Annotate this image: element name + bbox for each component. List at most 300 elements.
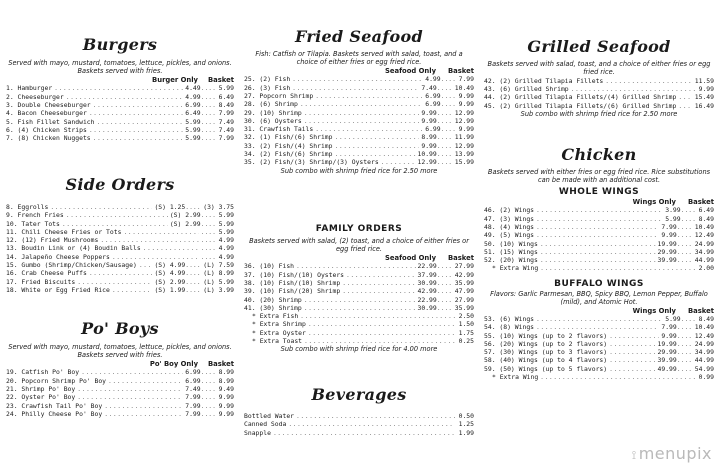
- menu-item: [244, 109, 474, 117]
- buffalo-wings-list: [484, 315, 714, 373]
- menu-item: [484, 240, 714, 248]
- menu-item: [6, 236, 234, 244]
- leader-dots: [300, 100, 423, 108]
- menu-item-name: 4. Bacon Cheeseburger: [6, 109, 87, 118]
- leader-dots: [112, 253, 199, 261]
- whole-wings-title: WHOLE WINGS: [558, 186, 640, 197]
- menu-item-name: 44. (2) Grilled Tilapia Fillets/(4) Grilled Shrimp: [484, 93, 677, 102]
- menu-item-price-only: 5.99: [185, 125, 201, 134]
- menu-item-price-basket: 7.99: [218, 134, 234, 143]
- menu-item: [6, 134, 234, 142]
- col-header-only: Wings Only: [632, 306, 676, 315]
- leader-dots: [437, 133, 453, 141]
- leader-dots: [609, 340, 655, 348]
- menu-item-price-only: (S) 1.25: [154, 203, 186, 211]
- menu-item: [244, 279, 474, 287]
- menu-item-name: 54. (8) Wings: [484, 323, 535, 332]
- menu-item-price-basket: 54.99: [694, 364, 714, 373]
- leader-dots: [97, 118, 184, 126]
- leader-dots: [292, 84, 419, 92]
- menu-item-name: 40. (20) Shrimp: [244, 295, 302, 304]
- menu-item: [244, 125, 474, 133]
- menu-item-name: 21. Shrimp Po' Boy: [6, 384, 76, 393]
- menu-item-price-basket: 8.49: [698, 315, 714, 323]
- leader-dots: [104, 402, 183, 410]
- grilled-seafood-section: [484, 38, 714, 118]
- menu-item-price-basket: (L) 5.99: [203, 277, 234, 286]
- menu-item: [244, 304, 474, 312]
- menu-item-price-only: (S) 2.99: [169, 211, 201, 220]
- menu-item: [6, 220, 234, 228]
- fried-seafood-list: [244, 75, 474, 166]
- menu-item: [484, 206, 714, 214]
- menu-item-price-basket: 5.99: [218, 227, 234, 236]
- poboys-description: Served with mayo, mustard, tomatoes, lettuce, pickles, and onions. Baskets served with fries.: [8, 343, 232, 360]
- menu-item: [244, 150, 474, 158]
- sides-list: [6, 203, 234, 294]
- leader-dots: [441, 75, 457, 83]
- leader-dots: [304, 109, 420, 117]
- leader-dots: [77, 393, 183, 401]
- menu-item-price-basket: 27.99: [454, 262, 474, 271]
- family-orders-section: [244, 224, 474, 354]
- chicken-section: [484, 146, 714, 381]
- menu-item-name: * Extra Shrimp: [252, 320, 306, 329]
- leader-dots: [677, 332, 693, 340]
- menu-item-price: 1.99: [458, 428, 474, 437]
- fried-seafood-note: Sub combo with shrimp fried rice for 2.50 more: [280, 166, 438, 175]
- col-header-basket: Basket: [687, 197, 714, 206]
- leader-dots: [304, 117, 420, 125]
- menu-item-price-basket: 8.99: [218, 368, 234, 377]
- leader-dots: [93, 134, 184, 142]
- menu-item: [6, 211, 234, 219]
- menu-item-price-only: 5.99: [185, 117, 201, 126]
- grilled-seafood-title: Grilled Seafood: [527, 37, 671, 56]
- menu-item-price-only: 7.99: [661, 222, 677, 231]
- menu-item-name: 45. (2) Grilled Tilapia Fillets/(6) Grilled Shrimp: [484, 101, 677, 110]
- menu-item-price-basket: 12.49: [694, 231, 714, 240]
- menu-item-price-only: 3.99: [665, 206, 681, 215]
- menu-item: [6, 203, 234, 211]
- leader-dots: [89, 269, 153, 277]
- menu-item-name: 5. Fish Fillet Sandwich: [6, 117, 95, 126]
- leader-dots: [335, 133, 420, 141]
- menu-item-name: 46. (2) Wings: [484, 206, 535, 215]
- menu-item-price: 9.99: [698, 85, 714, 94]
- fried-seafood-column-headers: [244, 67, 474, 76]
- menu-item-price: 11.59: [694, 76, 714, 85]
- menu-item-name: 53. (6) Wings: [484, 315, 535, 323]
- menupix-logo-icon: ⟟: [631, 448, 637, 462]
- leader-dots: [441, 92, 457, 100]
- menu-item-price-only: 6.99: [425, 91, 441, 100]
- menu-item-name: 35. (2) Fish/(3) Shrimp/(3) Oysters: [244, 158, 379, 167]
- menu-item-price-basket: 10.49: [694, 222, 714, 231]
- leader-dots: [536, 206, 663, 214]
- leader-dots: [304, 304, 416, 312]
- menu-item-price-basket: 12.99: [454, 116, 474, 125]
- menu-item-price-only: 4.99: [425, 75, 441, 84]
- menu-item-price-basket: 12.99: [454, 108, 474, 117]
- menu-item-name: 33. (2) Fish/(4) Shrimp: [244, 141, 333, 150]
- menu-item-name: 51. (15) Wings: [484, 247, 538, 256]
- menu-item: [6, 278, 234, 286]
- menu-item: [484, 231, 714, 239]
- menu-item: [6, 84, 234, 92]
- leader-dots: [201, 377, 217, 385]
- menu-item: [484, 85, 714, 93]
- menu-item-price-basket: 7.49: [218, 117, 234, 126]
- menu-item-name: 15. Gumbo (Shrimp/Chicken/Sausage): [6, 261, 137, 270]
- whole-wings-list: [484, 206, 714, 264]
- menu-item-price-basket: 9.49: [218, 384, 234, 393]
- menu-item-price-basket: 44.99: [694, 356, 714, 365]
- menu-item-price-basket: 34.99: [694, 247, 714, 256]
- menu-item-name: 17. Fried Biscuits: [6, 277, 76, 286]
- fried-seafood-section: [244, 28, 474, 175]
- beverages-title: Beverages: [311, 385, 407, 404]
- menu-item-price-only: 7.99: [185, 393, 201, 402]
- leader-dots: [536, 231, 659, 239]
- leader-dots: [54, 84, 183, 92]
- menu-item-name: 3. Double Cheeseburger: [6, 100, 91, 109]
- menu-item: [244, 100, 474, 108]
- leader-dots: [201, 211, 217, 219]
- menu-item: [484, 323, 714, 331]
- leader-dots: [437, 279, 453, 287]
- menupix-watermark: ⟟ menupix: [631, 444, 712, 463]
- leader-dots: [677, 223, 693, 231]
- menu-item-name: 11. Chili Cheese Fries or Tots: [6, 227, 122, 236]
- menu-item-price-basket: 10.49: [454, 83, 474, 92]
- leader-dots: [201, 126, 217, 134]
- menu-item-price-only: 19.99: [657, 239, 677, 248]
- leader-dots: [536, 223, 659, 231]
- leader-dots: [342, 287, 415, 295]
- menu-item-price-basket: 12.99: [454, 141, 474, 150]
- leader-dots: [123, 228, 198, 236]
- menu-item-price-only: (S) 4.99: [154, 261, 186, 270]
- menu-item-price-basket: 35.99: [454, 303, 474, 312]
- leader-dots: [292, 75, 423, 83]
- menu-item-price-basket: 27.99: [454, 295, 474, 304]
- leader-dots: [677, 248, 693, 256]
- family-list: [244, 262, 474, 312]
- leader-dots: [201, 253, 217, 261]
- menu-item: [6, 253, 234, 261]
- menu-item-price-only: 6.99: [185, 368, 201, 377]
- menu-item: [6, 228, 234, 236]
- menu-item-name: Canned Soda: [244, 420, 287, 429]
- chicken-description: Baskets served with either fries or egg fried rice. Rice substitutions can be made with an additional cost.: [487, 168, 711, 185]
- menu-item-price-only: 6.49: [185, 109, 201, 118]
- col-header-basket: Basket: [447, 253, 474, 262]
- menu-item-price-only: 39.99: [657, 356, 677, 365]
- menu-item: [6, 93, 234, 101]
- burgers-description: Served with mayo, mustard, tomatoes, lettuce, pickles, and onions. Baskets served with fries.: [8, 59, 232, 76]
- menu-item-price-basket: 11.99: [454, 133, 474, 142]
- menu-item: [6, 377, 234, 385]
- menu-item-price-only: 7.49: [421, 83, 437, 92]
- menu-item-price-only: 6.99: [185, 376, 201, 385]
- menu-item-name: 23. Crawfish Tail Po' Boy: [6, 401, 103, 410]
- menu-item-price-basket: 8.49: [698, 214, 714, 223]
- menu-item-price: 0.25: [458, 336, 474, 345]
- menu-item: [6, 385, 234, 393]
- menu-item-price-basket: 7.99: [458, 75, 474, 84]
- menu-item-price-basket: 8.49: [218, 100, 234, 109]
- menu-item: [244, 158, 474, 166]
- leader-dots: [315, 92, 423, 100]
- menu-item-price-basket: 9.99: [218, 401, 234, 410]
- leader-dots: [50, 203, 152, 211]
- leader-dots: [437, 158, 453, 166]
- leader-dots: [677, 256, 693, 264]
- family-extras-list: [244, 312, 474, 345]
- menu-item-price-basket: 4.99: [218, 252, 234, 261]
- menu-item-name: * Extra Oyster: [252, 328, 306, 337]
- menu-item-price: 2.50: [458, 312, 474, 321]
- menu-item-name: 29. (10) Shrimp: [244, 108, 302, 117]
- menu-item: [244, 420, 474, 428]
- menu-item-name: 37. (10) Fish/(10) Oysters: [244, 270, 345, 279]
- menu-item-name: 55. (10) Wings (up to 2 flavors): [484, 331, 608, 340]
- menu-item-name: 56. (20) Wings (up to 2 flavors): [484, 339, 608, 348]
- menu-item: [6, 118, 234, 126]
- menu-item-price-basket: 24.99: [694, 339, 714, 348]
- menu-item-price-basket: 7.99: [218, 109, 234, 118]
- menu-item: [484, 248, 714, 256]
- menu-item: [244, 329, 474, 337]
- buffalo-wings-column-headers: [484, 307, 714, 316]
- leader-dots: [609, 332, 659, 340]
- menu-item: [6, 269, 234, 277]
- menu-item-price: 15.49: [694, 93, 714, 102]
- menu-item-price-only: 30.99: [417, 303, 437, 312]
- poboys-column-headers: [6, 360, 234, 369]
- leader-dots: [536, 323, 659, 331]
- col-header-only: Burger Only: [152, 75, 198, 84]
- menu-item-name: * Extra Fish: [252, 312, 299, 321]
- leader-dots: [104, 410, 183, 418]
- leader-dots: [677, 323, 693, 331]
- menu-item-price-basket: 7.49: [218, 125, 234, 134]
- leader-dots: [201, 84, 217, 92]
- menu-item: [244, 92, 474, 100]
- menu-item-price-only: 39.99: [657, 256, 677, 265]
- menu-item-price-only: 4.49: [185, 84, 201, 93]
- menu-item-price-basket: 9.99: [458, 91, 474, 100]
- leader-dots: [441, 125, 457, 133]
- menu-item-price-basket: (3) 3.75: [203, 203, 234, 211]
- menu-item: [6, 126, 234, 134]
- leader-dots: [677, 240, 693, 248]
- menu-item-price-only: 9.99: [421, 108, 437, 117]
- menu-item-price-only: 4.99: [185, 92, 201, 101]
- menu-item-name: 6. (4) Chicken Strips: [6, 125, 87, 134]
- leader-dots: [201, 236, 217, 244]
- menu-item-price-only: 42.99: [417, 287, 437, 296]
- menu-item-price-only: 6.99: [185, 100, 201, 109]
- menu-item-name: 49. (5) Wings: [484, 231, 535, 240]
- menu-item-name: 31. Crawfish Tails: [244, 125, 314, 134]
- menu-item-name: 47. (3) Wings: [484, 214, 535, 223]
- menu-item-price-only: 6.99: [425, 100, 441, 109]
- leader-dots: [201, 101, 217, 109]
- menu-item-price-basket: 9.99: [458, 125, 474, 134]
- col-header-basket: Basket: [447, 66, 474, 75]
- menu-item-name: 34. (2) Fish/(6) Shrimp: [244, 149, 333, 158]
- menu-item: [6, 261, 234, 269]
- menu-item-price-only: 5.99: [665, 315, 681, 323]
- menu-item: [484, 332, 714, 340]
- menu-item-name: 16. Crab Cheese Puffs: [6, 269, 87, 278]
- beverages-section: [244, 386, 474, 437]
- menu-item: [244, 142, 474, 150]
- poboys-section: [6, 320, 234, 418]
- leader-dots: [89, 126, 183, 134]
- col-header-basket: Basket: [207, 359, 234, 368]
- leader-dots: [185, 203, 201, 211]
- menu-item: [244, 296, 474, 304]
- fried-seafood-description: Fish: Catfish or Tilapia. Baskets served with salad, toast, and a choice of either fries or egg fried rice.: [255, 50, 463, 67]
- buffalo-wings-description: Flavors: Garlic Parmesan, BBQ, Spicy BBQ, Lemon Pepper, Buffalo (mild), and Atomic Hot.: [490, 289, 708, 307]
- menu-item-name: 58. (40) Wings (up to 4 flavors): [484, 356, 608, 365]
- menu-item: [484, 348, 714, 356]
- menu-item-price-only: (S) 2.99: [154, 277, 186, 286]
- col-header-only: Seafood Only: [385, 253, 436, 262]
- grilled-seafood-description: Baskets served with salad, toast, and a choice of either fries or egg fried rice.: [487, 60, 711, 77]
- family-orders-description: Baskets served with salad, (2) toast, and a choice of either fries or egg fried rice.: [249, 237, 469, 254]
- menu-item: [484, 315, 714, 323]
- menu-item-name: 25. (2) Fish: [244, 75, 291, 84]
- burgers-list: [6, 84, 234, 142]
- menu-item: [6, 286, 234, 294]
- menu-item-name: 28. (6) Shrimp: [244, 100, 298, 109]
- leader-dots: [201, 93, 217, 101]
- menu-item-price-basket: 10.49: [694, 323, 714, 332]
- leader-dots: [609, 365, 655, 373]
- family-column-headers: [244, 254, 474, 263]
- menu-item-price-basket: 4.99: [218, 244, 234, 253]
- menu-item: [244, 312, 474, 320]
- menu-item-price-only: 5.99: [665, 214, 681, 223]
- menu-item-price-only: 29.99: [657, 247, 677, 256]
- leader-dots: [308, 320, 455, 328]
- leader-dots: [81, 368, 183, 376]
- leader-dots: [201, 385, 217, 393]
- menu-item: [244, 412, 474, 420]
- leader-dots: [100, 236, 198, 244]
- menu-item-price-only: 19.99: [657, 339, 677, 348]
- menu-item: [244, 133, 474, 141]
- leader-dots: [201, 393, 217, 401]
- leader-dots: [112, 286, 153, 294]
- menu-item: [244, 320, 474, 328]
- menu-item: [6, 109, 234, 117]
- menu-item-price-basket: 42.99: [454, 270, 474, 279]
- leader-dots: [677, 231, 693, 239]
- menu-item-name: 57. (30) Wings (up to 3 flavors): [484, 348, 608, 357]
- leader-dots: [437, 84, 453, 92]
- leader-dots: [201, 410, 217, 418]
- menu-item-name: 39. (10) Fish/(20) Shrimp: [244, 287, 341, 296]
- menu-item-name: 24. Philly Cheese Po' Boy: [6, 409, 103, 418]
- col-header-only: Seafood Only: [385, 66, 436, 75]
- menu-item-price-basket: 5.99: [218, 84, 234, 93]
- leader-dots: [201, 220, 217, 228]
- leader-dots: [201, 109, 217, 117]
- menu-item-price-only: 9.99: [421, 116, 437, 125]
- menu-item-name: 7. (8) Chicken Nuggets: [6, 134, 91, 143]
- menu-item-name: 12. (12) Fried Mushrooms: [6, 236, 99, 245]
- menu-item-price-basket: (L) 7.59: [203, 261, 234, 270]
- menu-item-price-basket: 9.99: [458, 100, 474, 109]
- leader-dots: [437, 109, 453, 117]
- chicken-title: Chicken: [561, 145, 637, 164]
- leader-dots: [77, 385, 183, 393]
- menu-item-name: 8. Eggrolls: [6, 203, 49, 211]
- menu-item-price-basket: 6.49: [698, 206, 714, 215]
- menu-item-price-basket: 9.99: [218, 393, 234, 402]
- col-header-basket: Basket: [207, 75, 234, 84]
- col-header-only: Wings Only: [632, 197, 676, 206]
- menu-item: [6, 410, 234, 418]
- leader-dots: [296, 412, 455, 420]
- leader-dots: [437, 287, 453, 295]
- beverages-list: [244, 412, 474, 437]
- menu-item-name: 30. (6) Oysters: [244, 116, 302, 125]
- leader-dots: [93, 101, 184, 109]
- leader-dots: [201, 134, 217, 142]
- menu-item: [6, 402, 234, 410]
- menu-item-price-only: 30.99: [417, 278, 437, 287]
- leader-dots: [681, 206, 697, 214]
- menu-item-name: 26. (3) Fish: [244, 83, 291, 92]
- menu-item-name: 52. (20) Wings: [484, 256, 538, 265]
- buffalo-wings-extra: * Extra Wing ..... 0.99: [484, 373, 714, 381]
- menu-item-price-only: 7.49: [185, 384, 201, 393]
- menu-item-price-basket: 8.99: [218, 376, 234, 385]
- menu-item-price-only: 6.99: [425, 125, 441, 134]
- leader-dots: [437, 271, 453, 279]
- menu-item-price-basket: 5.99: [218, 219, 234, 228]
- leader-dots: [288, 420, 454, 428]
- menu-item-price-basket: 35.99: [454, 278, 474, 287]
- leader-dots: [605, 77, 690, 85]
- menu-item: [244, 84, 474, 92]
- leader-dots: [273, 429, 455, 437]
- leader-dots: [677, 348, 693, 356]
- menu-item-name: 59. (50) Wings (up to 5 flavors): [484, 364, 608, 373]
- leader-dots: [89, 109, 183, 117]
- leader-dots: [678, 102, 690, 110]
- menu-item-price: 1.75: [458, 328, 474, 337]
- menu-item: [484, 365, 714, 373]
- menu-item-name: 38. (10) Fish/(10) Shrimp: [244, 278, 341, 287]
- leader-dots: [681, 315, 697, 323]
- menu-item-price: 0.50: [458, 412, 474, 420]
- leader-dots: [441, 100, 457, 108]
- leader-dots: [185, 269, 201, 277]
- menu-item-price-basket: 15.99: [454, 158, 474, 167]
- menu-item-price-only: 49.99: [657, 364, 677, 373]
- menu-item: [244, 117, 474, 125]
- menu-item-price-only: (S) 1.99: [154, 285, 186, 294]
- leader-dots: [201, 118, 217, 126]
- sides-section: [6, 176, 234, 294]
